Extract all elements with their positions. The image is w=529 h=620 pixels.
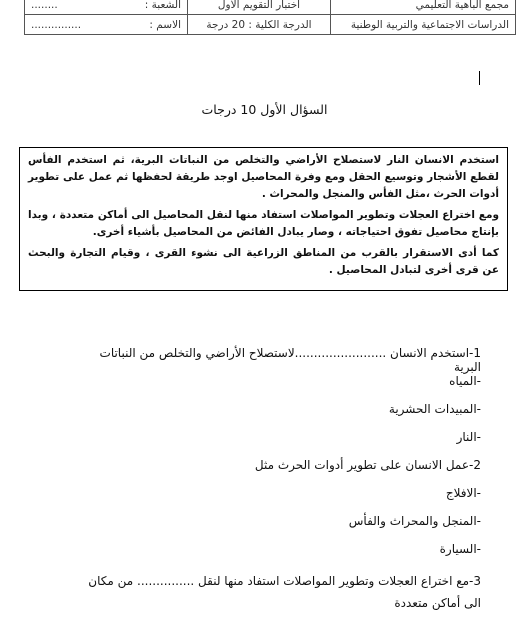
question-2-option: -الافلاج xyxy=(445,486,481,500)
question-2-option: -السيارة xyxy=(439,542,481,556)
exam-header-table xyxy=(24,0,516,35)
question-1-option: -النار xyxy=(456,430,481,444)
question-title: السؤال الأول 10 درجات xyxy=(201,102,328,117)
passage-paragraph: كما أدى الاستقرار بالقرب من المناطق الزراعية الى نشوء القرى ، وقيام التجارة والبحث عن قرى أخرى لتبادل المحاصيل . xyxy=(28,247,499,276)
class-label: الشعبة : xyxy=(144,0,181,11)
subject-name: الدراسات الاجتماعية والتربية الوطنية xyxy=(331,15,516,35)
question-3: 3-مع اختراع العجلات وتطوير المواصلات استفاد منها لنقل ............... من مكان الى أماكن متعددة xyxy=(88,574,481,610)
passage-paragraph: ومع اختراع العجلات وتطوير المواصلات استفاد منها لنقل المحاصيل الى أماكن متعددة ، وبدا بإنتاج محاصيل تفوق احتياجاته ، وصار يبادل الفائض من المحاصيل بأشياء أخرى. xyxy=(28,209,499,238)
text-cursor xyxy=(479,71,480,85)
total-grade: الدرجة الكلية : 20 درجة xyxy=(188,15,331,35)
class-field xyxy=(25,0,188,15)
name-label: الاسم : xyxy=(149,18,181,31)
header-row xyxy=(25,15,516,35)
question-2: 2-عمل الانسان على تطوير أدوات الحرث مثل xyxy=(254,458,481,472)
question-2-option: -المنجل والمحراث والفأس xyxy=(348,514,481,528)
name-blank: ............... xyxy=(31,18,82,31)
exam-name: اختبار التقويم الاول xyxy=(188,0,331,15)
question-1-option: -المبيدات الحشرية xyxy=(388,402,481,416)
question-1: 1-استخدم الانسان ........................لاستصلاح الأراضي والتخلص من النباتات البرية xyxy=(99,346,481,374)
name-field xyxy=(25,15,188,35)
class-blank: ........ xyxy=(31,0,58,11)
reading-passage-box xyxy=(19,147,508,291)
header-row xyxy=(25,0,516,15)
question-1-option: -المياه xyxy=(449,374,481,388)
school-name: مجمع الباهية التعليمي xyxy=(331,0,516,15)
passage-paragraph: استخدم الانسان النار لاستصلاح الأراضي والتخلص من النباتات البرية، ثم استخدم الفأس لقطع الأشجار وتوسيع الحقل ومع وفرة المحاصيل اوجد طريقة لحفظها ثم عمل على تطوير أدوات الحرث ،مثل الفأس والمنجل والمحراث . xyxy=(28,154,499,200)
